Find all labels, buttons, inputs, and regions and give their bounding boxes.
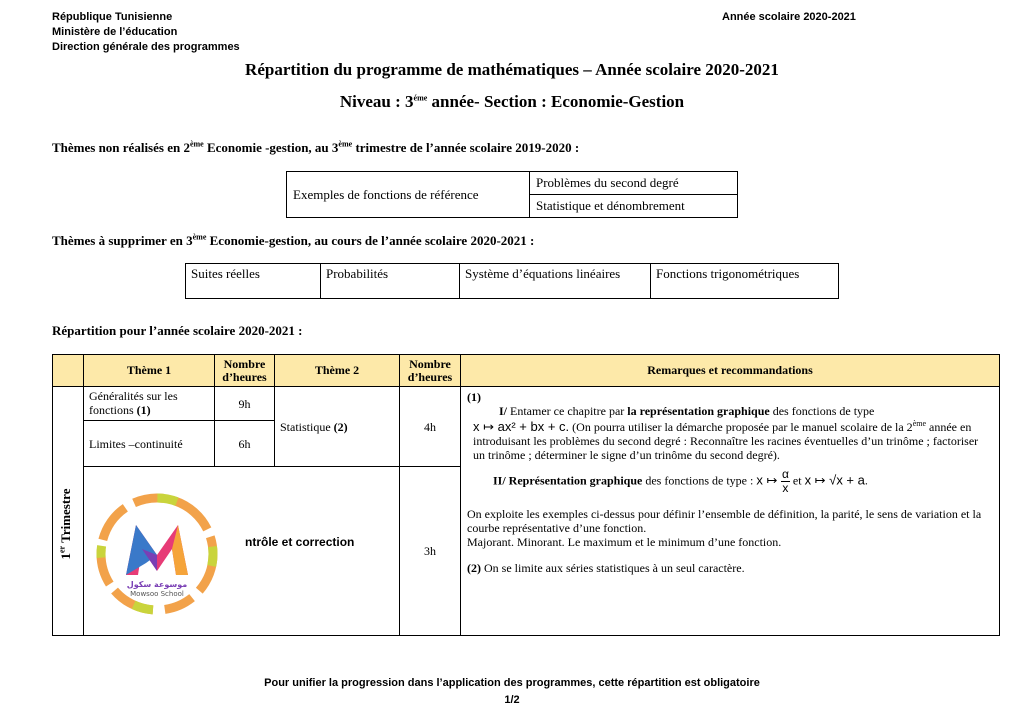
formula-fraction: $\frac{\alpha}{x}$ (781, 467, 789, 495)
page-title: Répartition du programme de mathématiques – Année scolaire 2020-2021 (245, 60, 779, 79)
remark-part4: Majorant. Minorant. Le maximum et le minimum d’une fonction. (467, 535, 782, 549)
hours-limites: 6h (215, 421, 275, 467)
distribution-table (52, 354, 1000, 636)
logo-arabic-text: موسوعة سكول (126, 580, 188, 589)
logo-image (96, 493, 218, 615)
header-hours1: Nombre d’heures (215, 355, 275, 387)
table-removed-cell: Probabilités (321, 264, 460, 299)
theme-statistique: Statistique (2) (275, 387, 400, 467)
logo-english-text: Mowsoo School (130, 590, 184, 598)
table-not-done-left: Exemples de fonctions de référence (287, 172, 530, 218)
hours-control: 3h (400, 467, 461, 636)
hours-generalites: 9h (215, 387, 275, 421)
header-hours2: Nombre d’heures (400, 355, 461, 387)
remark-part5: (2) On se limite aux séries statistiques à un seul caractère. (467, 561, 745, 575)
header-year: Année scolaire 2020-2021 (722, 11, 856, 23)
section-distribution-heading: Répartition pour l’année scolaire 2020-2021 : (52, 323, 303, 338)
header-country: République Tunisienne (52, 11, 173, 23)
table-not-done-cell: Statistique et dénombrement (530, 195, 738, 218)
table-not-done-cell: Problèmes du second degré (530, 172, 738, 195)
formula-quadratic: x ↦ ax² + bx + c. (473, 419, 570, 434)
footer-note: Pour unifier la progression dans l’application des programmes, cette répartition est obligatoire (264, 677, 760, 689)
page-subtitle: Niveau : $3^{éme}$ année- Section : Economie-Gestion (339, 92, 685, 111)
header-remarks: Remarques et recommandations (461, 355, 1000, 387)
theme-limites: Limites –continuité (84, 421, 215, 467)
hours-statistique: 4h (400, 387, 461, 467)
page-number: 1/2 (504, 694, 520, 706)
remark-part1-intro: I/ Entamer ce chapitre par la représentation graphique des fonctions de type (499, 404, 875, 418)
header-left (52, 10, 240, 55)
table-removed (185, 263, 839, 299)
section-not-done-heading: Thèmes non réalisés en 2ème Economie -gestion, au 3ème trimestre de l’année scolaire 2019-2020 : (52, 139, 580, 155)
control-label: ntrôle et correction (245, 535, 355, 549)
table-removed-cell: Fonctions trigonométriques (651, 264, 839, 299)
header-ministry: Ministère de l’éducation (52, 26, 178, 38)
remark-part3: On exploite les exemples ci-dessus pour définir l’ensemble de définition, la parité, le sens de variation et la courbe représentative d’une fonction. (467, 507, 982, 535)
header-theme2: Thème 2 (275, 355, 400, 387)
section-removed-heading: Thèmes à supprimer en 3ème Economie-gestion, au cours de l’année scolaire 2020-2021 : (52, 232, 535, 248)
remarks-cell: (1) I/ Entamer ce chapitre par la représentation graphique des fonctions de type x ↦ ax² + bx + c. (On pourra utiliser la démarche proposée par le manuel scolaire de la 2ème année en introduisant les problèmes du second degré : Reconnaître les racines éventuelles d’un trinôme ; factoriser un trinôme ; déterminer le signe d’un trinôme du second degré). II/ Représentation graphique des fonctions de type : x ↦ $\frac{\alpha}{x}$ et x ↦ √x + a. On exploite les exemples ci-dessus pour définir l’ensemble de définition, la parité, le sens de variation et la courbe représentative d’une fonction. Majorant. Minorant. Le maximum et le minimum d’une fonction. (2) On se limite aux séries statistiques à un seul caractère. (461, 387, 1000, 636)
trimester-label: 1er Trimestre (57, 488, 73, 560)
trimester-cell (53, 387, 84, 636)
formula-sqrt: x ↦ √x + a (804, 472, 865, 488)
control-cell (84, 467, 400, 636)
table-not-done (286, 171, 738, 218)
theme-generalites: Généralités sur les fonctions (1) (84, 387, 215, 421)
table-removed-cell: Système d’équations linéaires (460, 264, 651, 299)
remark-part1-body: x ↦ ax² + bx + c. (On pourra utiliser la démarche proposée par le manuel scolaire de la 2ème année en introduisant les problèmes du second degré : Reconnaître les racines éventuelles d’un trinôme ; factoriser un trinôme ; déterminer le signe d’un trinôme du second degré). (473, 419, 979, 462)
remark-part2: II/ Représentation graphique des fonctions de type : x ↦ $\frac{\alpha}{x}$ et x ↦ √x + a. (493, 467, 868, 495)
header-theme1: Thème 1 (84, 355, 215, 387)
header-empty-cell (53, 355, 84, 387)
header-direction: Direction générale des programmes (52, 41, 240, 53)
table-removed-cell: Suites réelles (186, 264, 321, 299)
